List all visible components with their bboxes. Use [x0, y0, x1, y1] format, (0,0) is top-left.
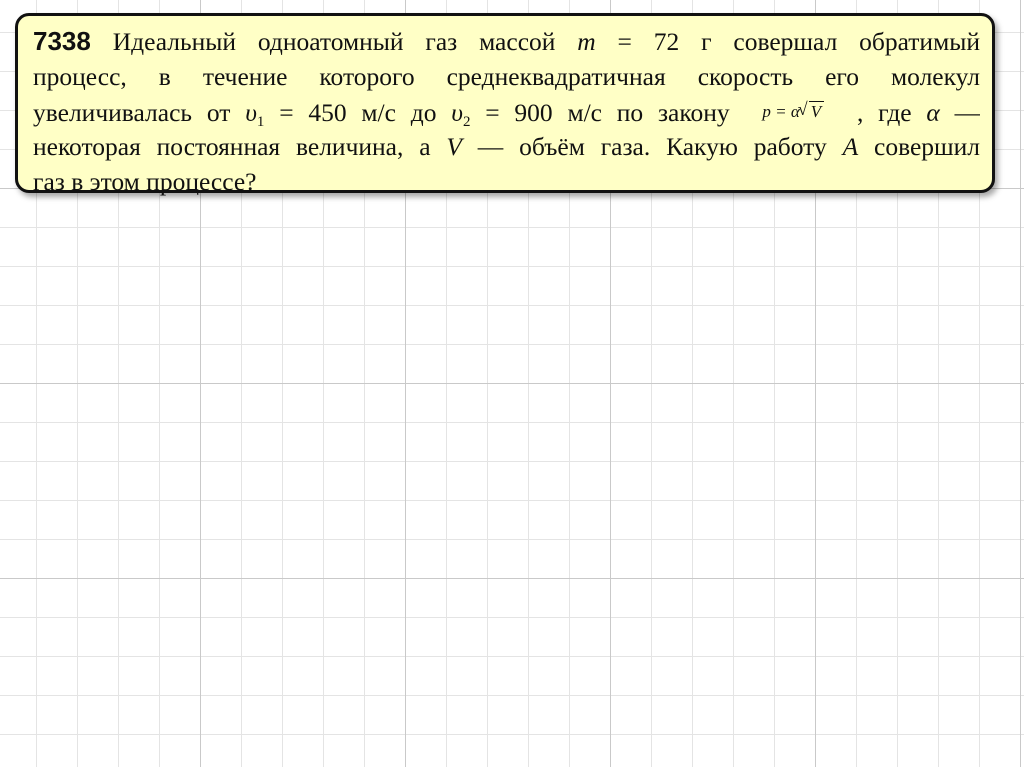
velocity-subscript: 1: [256, 114, 265, 129]
velocity-1: [245, 98, 264, 127]
task-card: [15, 13, 995, 196]
task-line-4: [33, 129, 980, 164]
task-text: = 72 г совершал обратимый: [617, 27, 980, 56]
task-text: некоторая постоянная величина, а: [33, 132, 431, 161]
velocity-symbol: υ: [451, 98, 463, 127]
task-text: — объём газа. Какую работу: [477, 132, 827, 161]
task-number: 7338: [33, 26, 91, 56]
task-text: газ в этом процессе?: [33, 167, 257, 196]
task-text: —: [954, 98, 980, 127]
velocity-symbol: υ: [245, 98, 257, 127]
mass-variable: m: [577, 27, 596, 56]
task-text: = 900 м/с по закону: [485, 98, 730, 127]
pressure-law-formula: [762, 94, 824, 129]
velocity-subscript: 2: [462, 114, 471, 129]
task-line-1: [33, 24, 980, 59]
formula-radicand: V: [810, 102, 822, 121]
volume-variable: V: [446, 132, 462, 161]
task-text: увеличивалась от: [33, 98, 231, 127]
task-text: , где: [856, 98, 912, 127]
task-text: процесс, в течение которого среднеквадратичная скорость его молекул: [33, 62, 980, 91]
sqrt-symbol: [809, 101, 824, 122]
task-text: совершил: [874, 132, 980, 161]
task-line-2: [33, 59, 980, 94]
formula-lhs: p = α: [762, 102, 800, 121]
task-text: Идеальный одноатомный газ массой: [112, 27, 556, 56]
work-variable: A: [842, 132, 859, 161]
task-line-3: [33, 94, 980, 129]
velocity-2: [451, 98, 470, 127]
task-text: = 450 м/с до: [279, 98, 437, 127]
alpha-symbol: α: [926, 98, 940, 127]
task-line-5: [33, 164, 980, 199]
